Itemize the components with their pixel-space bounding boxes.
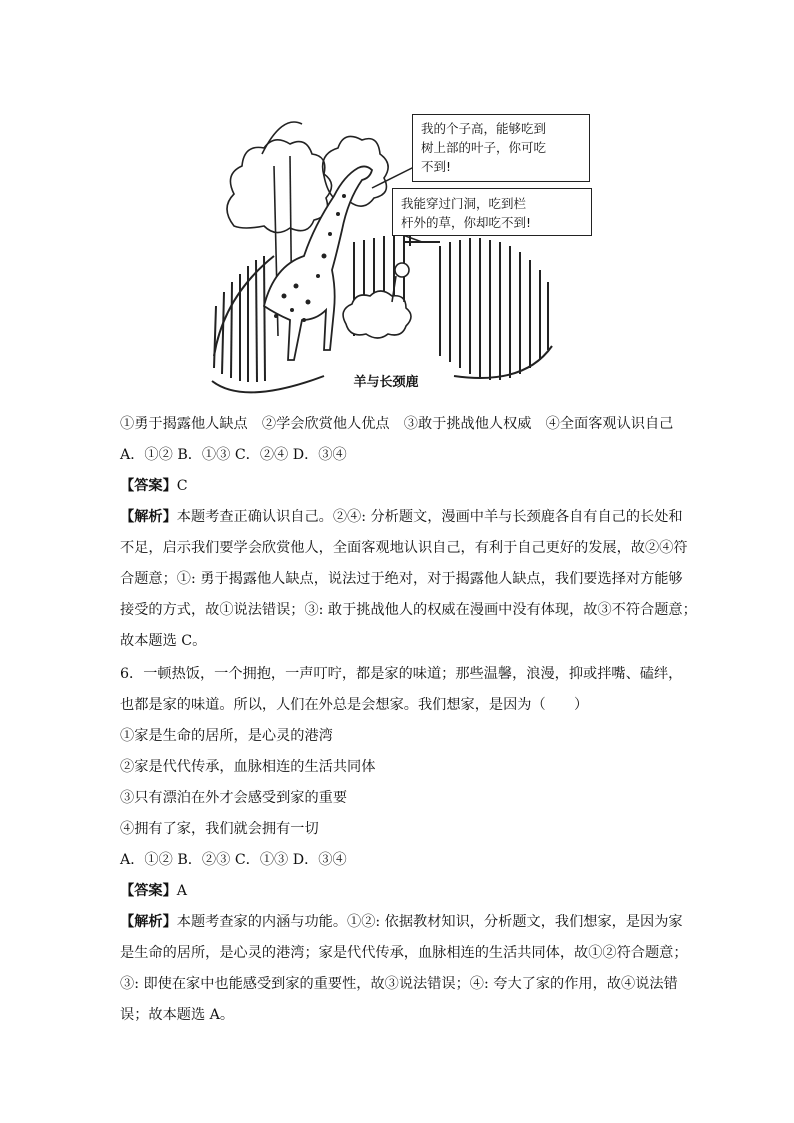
q6-analysis-line: 误；故本题选 A。 — [120, 1007, 235, 1023]
q6-option: ③只有漂泊在外才会感受到家的重要 — [120, 790, 348, 806]
bubble-line: 杆外的草，你却吃不到! — [401, 215, 532, 230]
q5-answer — [120, 476, 680, 496]
q6-option: ②家是代代传承，血脉相连的生活共同体 — [120, 759, 376, 775]
q5-analysis-line: 不足，启示我们要学会欣赏他人，全面客观地认识自己，有利于自己更好的发展，故②④符 — [120, 540, 688, 556]
q5-options: ①勇于揭露他人缺点 ②学会欣赏他人优点 ③敢于挑战他人权威 ④全面客观认识自己 — [120, 416, 674, 432]
answer-tag: 【答案】 — [120, 478, 177, 494]
giraffe-speech-bubble — [412, 114, 590, 182]
bubble-line: 树上部的叶子，你可吃 — [421, 140, 547, 155]
q5-analysis-line: 故本题选 C。 — [120, 633, 207, 649]
analysis-tag: 【解析】 — [120, 509, 177, 525]
q5-analysis-line: 合题意；①: 勇于揭露他人缺点，说法过于绝对，对于揭露他人缺点，我们要选择对方能够 — [120, 571, 683, 587]
answer-value: C — [176, 478, 188, 494]
analysis-tag: 【解析】 — [120, 914, 177, 930]
q6-analysis-line: ③: 即使在家中也能感受到家的重要性，故③说法错误；④: 夸大了家的作用，故④说法错 — [120, 976, 678, 992]
sheep-speech-bubble — [392, 188, 592, 236]
analysis-text: 本题考查家的内涵与功能。①②: 依据教材知识，分析题文，我们想家，是因为家 — [176, 914, 683, 930]
figure-caption: 羊与长颈鹿 — [353, 375, 419, 390]
answer-value: A — [176, 883, 188, 899]
bubble-line: 不到! — [421, 159, 452, 174]
cartoon-figure — [204, 106, 596, 394]
answer-tag: 【答案】 — [120, 883, 177, 899]
q6-stem-line: 6．一顿热饭，一个拥抱，一声叮咛，都是家的味道；那些温馨，浪漫，抑或拌嘴、磕绊， — [120, 666, 683, 682]
q6-choices: A．①② B．②③ C．①③ D．③④ — [120, 852, 347, 868]
q6-option: ④拥有了家，我们就会拥有一切 — [120, 821, 319, 837]
q6-answer — [120, 881, 680, 901]
bubble-line: 我的个子高，能够吃到 — [421, 121, 547, 136]
bubble-line: 我能穿过门洞，吃到栏 — [401, 196, 527, 211]
q6-analysis-line: 是生命的居所，是心灵的港湾；家是代代传承，血脉相连的生活共同体，故①②符合题意； — [120, 945, 688, 961]
q5-analysis-line — [120, 507, 683, 527]
q5-choices: A．①② B．①③ C．②④ D．③④ — [120, 447, 347, 463]
q5-analysis-line: 接受的方式，故①说法错误；③: 敢于挑战他人的权威在漫画中没有体现，故③不符合题意； — [120, 602, 697, 618]
analysis-text: 本题考查正确认识自己。②④: 分析题文，漫画中羊与长颈鹿各自有自己的长处和 — [176, 509, 683, 525]
q6-stem-line: 也都是家的味道。所以，人们在外总是会想家。我们想家，是因为（ ） — [120, 697, 589, 713]
q6-analysis-line — [120, 912, 683, 932]
q6-option: ①家是生命的居所，是心灵的港湾 — [120, 728, 333, 744]
